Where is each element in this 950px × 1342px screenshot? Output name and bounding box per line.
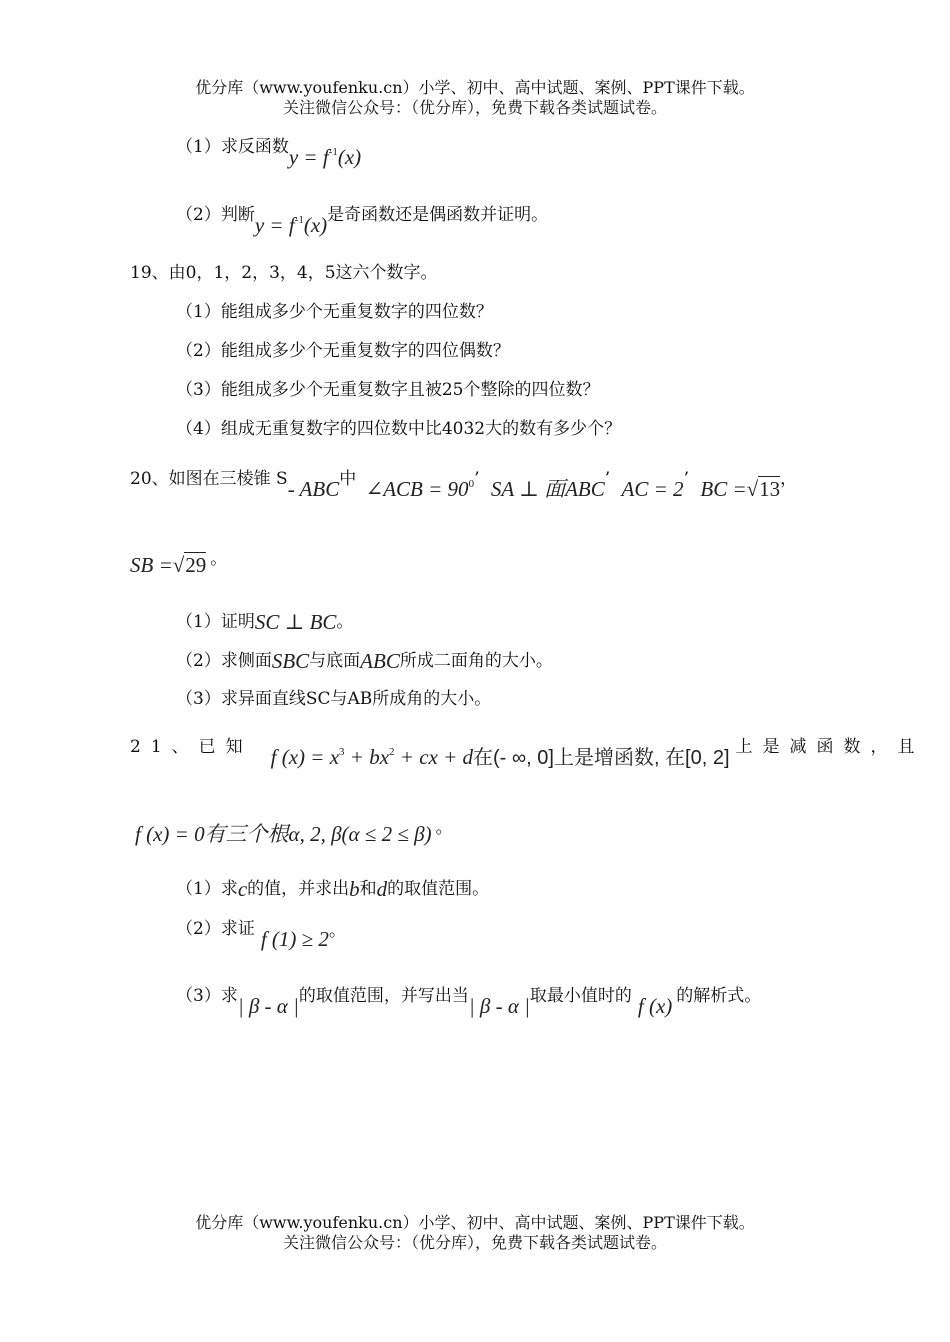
q21-part-3 [176,982,762,1018]
q20-p2-tail: 所成二面角的大小。 [399,651,553,671]
q18-p2-formula: $y = f^{-1}(x)$ [254,213,328,237]
header-line-1: 优分库（www.youfenku.cn）小学、初中、高中试题、案例、PPT课件下载。 [195,78,755,97]
q20-part-2 [176,647,553,673]
q21-p1-c: c [237,877,248,901]
q21-p3-f: f (x) [637,994,673,1018]
q20-angle: ∠ACB = $90^0$ [365,477,475,501]
q20-stem-a: 20、如图在三棱锥 S [130,469,288,489]
q20-p2-abc: ABC [360,649,400,673]
q20-stem [130,460,798,501]
q18-p2-tail: 是奇函数还是偶函数并证明。 [327,205,549,225]
q20-p1-label: （1）证明 [176,612,255,632]
q20-sb: SB =√29 [130,553,207,577]
q21-p2-label: （2）求证 [176,919,255,939]
q21-stem-num: 21、已知 [130,737,253,757]
q19-item-1: （1）能组成多少个无重复数字的四位数？ [176,302,493,322]
q21-p3-tail: 的解析式。 [676,986,762,1006]
q21-p3-mid2: 取最小值时的 [529,986,632,1006]
q21-part-1 [176,875,489,901]
q18-p2-label: （2）判断 [176,205,255,225]
q18-p1-label: （1）求反函数 [176,137,289,157]
q21-p1-a: （1）求 [176,879,238,899]
q21-p3-abs2: | β - α | [468,994,530,1018]
q19-item-2: （2）能组成多少个无重复数字的四位偶数？ [176,341,510,361]
footer-line-1: 优分库（www.youfenku.cn）小学、初中、高中试题、案例、PPT课件下载。 [195,1213,755,1232]
q21-p2-tail: 。 [328,921,346,941]
q19-item-3: （3）能组成多少个无重复数字且被25个整除的四位数？ [176,380,600,400]
q20-sep-2: ’ [604,469,611,489]
q20-p1-tail: 。 [336,612,354,632]
q20-ac: AC = 2 [621,477,684,501]
q21-p3-label: （3）求 [176,986,238,1006]
q20-comma: ， [780,469,798,489]
q18-p1-formula: $y = f^{-1}(x)$ [288,145,362,169]
q20-p2-mid: 与底面 [309,651,361,671]
q20-stem-c: 中 [339,469,357,489]
q20-sa: SA ⊥ 面ABC [490,477,605,501]
q21-p1-b: 的值，并求出 [247,879,350,899]
q20-part-1 [176,608,353,634]
q18-part-1 [176,128,362,169]
q20-part-3: （3）求异面直线SC与AB所成角的大小。 [176,689,492,709]
q21-roots-period: 。 [435,818,453,838]
header-line-2: 关注微信公众号：（优分库），免费下载各类试题试卷。 [282,98,667,117]
q21-tail: 上是减函数，且 [735,737,925,757]
q20-p2-sbc: SBC [271,649,310,673]
q20-period: 。 [210,549,228,569]
q19-item-4: （4）组成无重复数字的四位数中比4032大的数有多少个？ [176,419,622,439]
q21-p1-and: 和 [359,879,377,899]
q21-p1-bv: b [349,877,360,901]
q21-stem [130,728,925,769]
q19-stem: 19、由0，1，2，3，4，5这六个数字。 [130,263,438,283]
q21-p1-dv: d [376,877,388,901]
q21-p3-mid: 的取值范围，并写出当 [298,986,469,1006]
q18-part-2 [176,196,549,237]
q21-condition: 在(- ∞, 0]上是增函数, 在[0, 2] [473,747,730,769]
q20-bc: BC =√13 [700,477,781,501]
q20-sb-line [130,549,228,579]
q20-stem-pyramid: - ABC [287,477,340,501]
q20-p2-label: （2）求侧面 [176,651,272,671]
q21-roots-line [135,818,453,848]
q21-p3-abs: | β - α | [237,994,299,1018]
q20-sep-1: ’ [474,469,480,489]
q21-p2-formula: f (1) ≥ 2 [260,927,329,951]
q20-sep-3: ’ [683,469,689,489]
footer-line-2: 关注微信公众号：（优分库），免费下载各类试题试卷。 [282,1233,667,1252]
q21-part-2 [176,915,346,951]
q21-p1-tail: 的取值范围。 [387,879,490,899]
q21-roots: f (x) = 0有三个根α, 2, β(α ≤ 2 ≤ β) [135,822,432,846]
q21-polynomial: f $(x) = x^3 + bx^2$ + cx + d [270,745,474,769]
q20-p1-formula: SC ⊥ BC [254,610,337,634]
